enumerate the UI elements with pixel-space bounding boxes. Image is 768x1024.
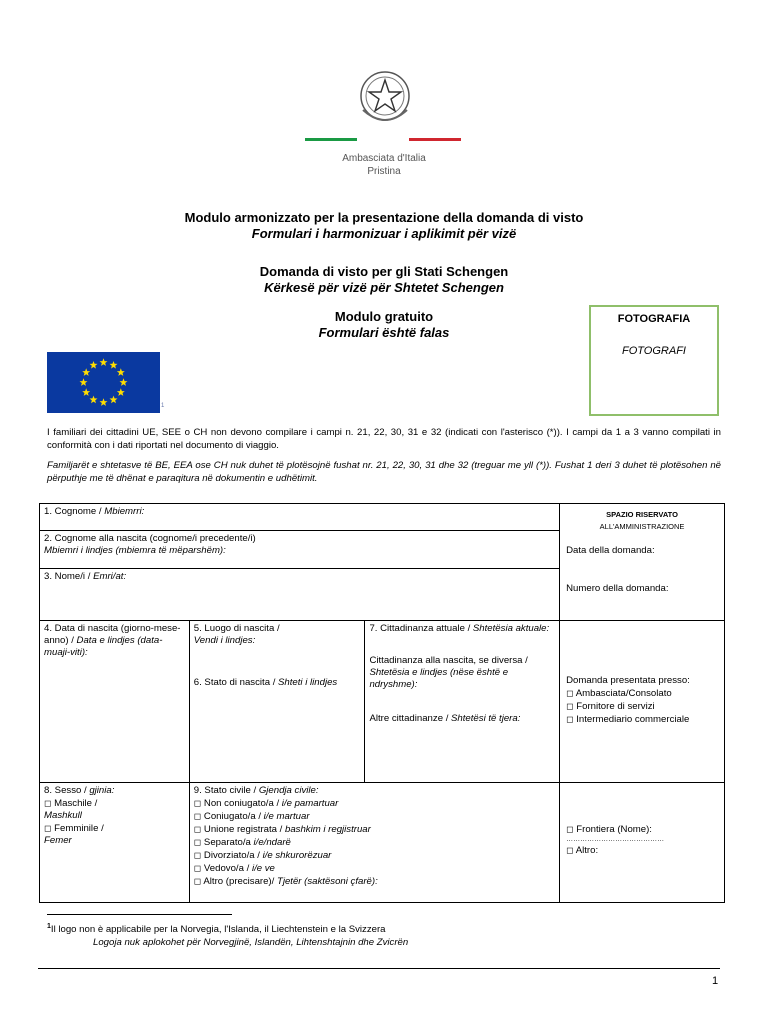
sex-option-label-it: Femminile / <box>54 823 104 834</box>
admin-header-1: SPAZIO RISERVATO <box>606 510 678 519</box>
field-3-label-it: 3. Nome/i / <box>44 571 94 582</box>
field-1-label-it: 1. Cognome / <box>44 506 105 517</box>
field-8-label-sq: gjinia: <box>89 785 115 796</box>
civil-option-sq: Tjetër (saktësoni çfarë): <box>276 876 378 887</box>
embassy-name <box>284 152 484 178</box>
field-8-sex <box>40 783 190 903</box>
field-7b-label-sq: Shtetësia e lindjes (nëse është e ndryshme): <box>369 667 509 690</box>
eu-star-icon <box>90 396 98 404</box>
title-2-it: Domanda di visto per gli Stati Schengen <box>259 264 509 279</box>
admin-section-bottom <box>560 783 725 903</box>
admin-section-top <box>560 504 725 621</box>
checkbox-icon: ◻ <box>44 798 52 808</box>
checkbox-icon: ◻ <box>566 714 574 724</box>
admin-other-label: Altro: <box>575 845 599 856</box>
title-1-it: Modulo armonizzato per la presentazione della domanda di visto <box>184 210 584 225</box>
civil-status-option[interactable] <box>194 810 555 823</box>
admin-date-label: Data della domanda: <box>566 545 655 556</box>
eu-star-icon <box>110 361 118 369</box>
checkbox-icon: ◻ <box>193 837 202 847</box>
checkbox-icon: ◻ <box>566 845 574 855</box>
footnote-it: Il logo non è applicabile per la Norvegia, l'Islanda, il Liechtenstein e la Svizzera <box>50 924 386 936</box>
eu-star-icon <box>120 378 128 386</box>
footnote <box>47 920 408 949</box>
page-bottom-rule <box>38 968 720 969</box>
field-3-first-name[interactable] <box>40 569 560 621</box>
field-7c-label-it: Altre cittadinanze / <box>369 713 452 724</box>
field-3-label-sq: Emri/at: <box>93 571 127 582</box>
field-4-date-of-birth[interactable] <box>40 621 190 783</box>
civil-status-option[interactable] <box>194 849 555 862</box>
title-2-sq: Kërkesë për vizë për Shtetet Schengen <box>264 280 504 295</box>
flag-white <box>357 138 409 141</box>
checkbox-icon: ◻ <box>193 798 202 808</box>
field-7b-label-it: Cittadinanza alla nascita, se diversa / <box>369 655 528 666</box>
field-5-label-it: 5. Luogo di nascita / <box>193 623 280 634</box>
admin-header-2: ALL'AMMINISTRAZIONE <box>599 522 685 531</box>
field-2-label-it: 2. Cognome alla nascita (cognome/i precedente/i) <box>44 533 256 544</box>
civil-option-it: Non coniugato/a / <box>203 798 282 809</box>
field-9-label-sq: Gjendja civile: <box>258 785 319 796</box>
civil-option-sq: i/e/ndarë <box>253 837 291 848</box>
field-6-label-it: 6. Stato di nascita / <box>193 677 279 688</box>
eu-star-icon <box>117 368 125 376</box>
flag-green <box>305 138 357 141</box>
footnote-separator <box>47 914 232 915</box>
field-4-label-sq: Data e lindjes (data-muaji-viti): <box>44 635 163 658</box>
italian-flag-stripe <box>305 138 461 141</box>
notice-it: I familiari dei cittadini UE, SEE o CH non devono compilare i campi n. 21, 22, 30, 31 e 32 (indicati con l'asterisco (*)). I campi da 1 a 3 vanno compilati in conformità con i dati riportati nel documento di viaggio. <box>47 427 721 451</box>
admin-number-label: Numero della domanda: <box>566 583 669 594</box>
visa-form-table <box>39 503 725 903</box>
eu-flag-footnote-mark: 1 <box>161 403 165 409</box>
admin-section-middle <box>560 621 725 783</box>
civil-status-option[interactable] <box>194 862 555 875</box>
field-1-label-sq: Mbiemrri: <box>104 506 145 517</box>
sex-option-label-sq: Mashkull <box>44 810 82 821</box>
admin-option-label: Fornitore di servizi <box>576 701 655 712</box>
admin-presented-options <box>566 687 720 726</box>
civil-option-it: Altro (precisare)/ <box>203 876 277 887</box>
checkbox-icon: ◻ <box>44 823 52 833</box>
title-1-sq: Formulari i harmonizuar i aplikimit për vizë <box>251 226 517 241</box>
sex-option-label-sq: Femer <box>44 835 72 846</box>
title-3 <box>100 309 668 341</box>
field-7-label-it: 7. Cittadinanza attuale / <box>369 623 473 634</box>
sex-option-label-it: Maschile / <box>54 798 98 809</box>
title-3-sq: Formulari është falas <box>318 325 450 340</box>
photo-label-sq: FOTOGRAFI <box>622 345 686 357</box>
civil-option-it: Separato/a <box>203 837 254 848</box>
checkbox-icon: ◻ <box>193 876 202 886</box>
civil-status-option[interactable] <box>194 823 555 836</box>
embassy-line2: Pristina <box>367 166 401 177</box>
admin-presented-label: Domanda presentata presso: <box>566 675 690 686</box>
admin-frontier-label: Frontiera (Nome): <box>576 824 652 835</box>
notice-sq: Familjarët e shtetasve të BE, EEA ose CH nuk duhet të plotësojnë fushat nr. 21, 22, 30, 31 dhe 32 (treguar me yll (*)). Fushat 1 deri 3 duhet të plotësohen në përputhje me të dhënat e paraqitura në dokumentin e udhëtimit. <box>47 460 721 484</box>
civil-option-it: Coniugato/a / <box>203 811 264 822</box>
photo-label-it: FOTOGRAFIA <box>617 313 691 325</box>
checkbox-icon: ◻ <box>566 688 574 698</box>
admin-frontier-dots: …………………………………… <box>566 836 665 843</box>
field-9-label-it: 9. Stato civile / <box>193 785 259 796</box>
admin-option[interactable] <box>566 687 720 700</box>
checkbox-icon: ◻ <box>193 824 202 834</box>
checkbox-icon: ◻ <box>566 701 574 711</box>
admin-option[interactable] <box>566 713 720 726</box>
field-2-surname-at-birth[interactable] <box>40 531 560 569</box>
civil-option-sq: i/e shkurorëzuar <box>262 850 332 861</box>
field-4-label-it: 4. Data di nascita (giorno-mese-anno) / <box>44 623 181 646</box>
footnote-sq: Logoja nuk aplokohet për Norvegjinë, Islandën, Lihtenshtajnin dhe Zvicrën <box>93 937 409 949</box>
civil-option-it: Divorziato/a / <box>203 850 263 861</box>
checkbox-icon: ◻ <box>566 824 574 834</box>
eu-star-icon <box>82 368 90 376</box>
title-1 <box>100 210 668 242</box>
field-9-civil-status <box>189 783 559 903</box>
civil-status-option[interactable] <box>194 836 555 849</box>
field-7-label-sq: Shtetësia aktuale: <box>472 623 550 634</box>
italian-republic-emblem-icon <box>354 66 416 130</box>
civil-option-it: Unione registrata / <box>203 824 285 835</box>
eu-star-icon <box>110 396 118 404</box>
checkbox-icon: ◻ <box>193 850 202 860</box>
admin-option-label: Ambasciata/Consolato <box>575 688 672 699</box>
civil-option-sq: i/e ve <box>251 863 275 874</box>
admin-option[interactable] <box>566 700 720 713</box>
field-5-6-cell[interactable] <box>189 621 365 783</box>
sex-option[interactable] <box>44 822 185 835</box>
civil-option-sq: bashkim i regjistruar <box>284 824 371 835</box>
admin-other-option[interactable] <box>566 844 720 857</box>
eu-star-icon <box>117 388 125 396</box>
eu-flag-icon <box>47 352 160 413</box>
checkbox-icon: ◻ <box>193 863 202 873</box>
checkbox-icon: ◻ <box>193 811 202 821</box>
title-2 <box>100 264 668 296</box>
field-5-label-sq: Vendi i lindjes: <box>193 635 256 646</box>
title-3-it: Modulo gratuito <box>334 309 434 324</box>
eu-star-icon <box>80 378 88 386</box>
civil-option-it: Vedovo/a / <box>203 863 252 874</box>
eu-star-icon <box>90 361 98 369</box>
admin-option-label: Intermediario commerciale <box>576 714 690 725</box>
eu-star-icon <box>100 398 108 406</box>
field-7c-label-sq: Shtetësi të tjera: <box>451 713 521 724</box>
civil-status-option[interactable] <box>194 875 555 888</box>
flag-red <box>409 138 461 141</box>
field-6-label-sq: Shteti i lindjes <box>278 677 338 688</box>
civil-status-option[interactable] <box>194 797 555 810</box>
field-1-surname[interactable] <box>40 504 560 531</box>
embassy-line1: Ambasciata d'Italia <box>342 153 426 164</box>
admin-frontier-option[interactable] <box>566 823 720 836</box>
field-8-label-it: 8. Sesso / <box>44 785 90 796</box>
page-number: 1 <box>712 975 719 987</box>
eu-star-icon <box>82 388 90 396</box>
civil-option-sq: i/e pamartuar <box>281 798 339 809</box>
field-2-label-sq: Mbiemri i lindjes (mbiemra të mëparshëm): <box>44 545 226 556</box>
civil-option-sq: i/e martuar <box>263 811 310 822</box>
eu-star-icon <box>100 358 108 366</box>
sex-option[interactable] <box>44 797 185 810</box>
photo-box <box>589 305 719 416</box>
field-7-nationality[interactable] <box>365 621 560 783</box>
footnote-mark: 1 <box>47 923 51 930</box>
